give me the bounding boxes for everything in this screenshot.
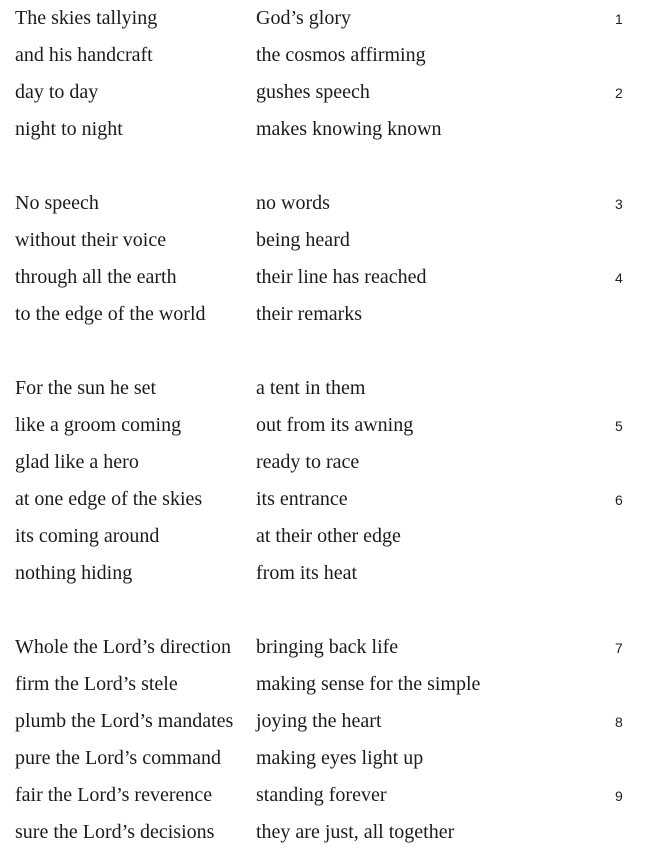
verset-left-text: through all the earth: [15, 266, 177, 288]
verset-left-text: For the sun he set: [15, 377, 157, 399]
poem-line: [15, 259, 664, 296]
verset-left-text: No speech: [15, 192, 99, 214]
poem-line: [15, 814, 664, 851]
poem-line: [15, 222, 664, 259]
poem-line: [15, 74, 664, 111]
verse-number: 9: [615, 788, 623, 804]
verset-right-text: making sense for the simple: [256, 673, 481, 695]
verset-right-text: joying the heart: [256, 710, 382, 732]
verset-right-text: makes knowing known: [256, 118, 442, 140]
verse-number: 7: [615, 640, 623, 656]
poem-line: [15, 111, 664, 148]
verset-left-text: nothing hiding: [15, 562, 133, 584]
verset-right-text: God’s glory: [256, 7, 351, 29]
verset-right-text: bringing back life: [256, 636, 399, 658]
poem-line: [15, 444, 664, 481]
verse-number: 1: [615, 11, 623, 27]
stanza: [15, 629, 664, 851]
verset-left-text: at one edge of the skies: [15, 488, 203, 510]
verset-right-text: being heard: [256, 229, 350, 251]
verse-number: 8: [615, 714, 623, 730]
verse-number: 2: [615, 85, 623, 101]
stanza-container: [15, 0, 664, 851]
poem-line: [15, 407, 664, 444]
verset-left-text: without their voice: [15, 229, 167, 251]
poem-line: [15, 0, 664, 37]
verset-right-text: standing forever: [256, 784, 387, 806]
poem-line: [15, 481, 664, 518]
verset-right-text: they are just, all together: [256, 821, 455, 843]
stanza: [15, 370, 664, 592]
verset-right-text: ready to race: [256, 451, 360, 473]
verset-left-text: to the edge of the world: [15, 303, 206, 325]
stanza: [15, 185, 664, 333]
verset-right-text: their line has reached: [256, 266, 427, 288]
verset-left-text: plumb the Lord’s mandates: [15, 710, 234, 732]
verset-left-text: Whole the Lord’s direction: [15, 636, 232, 658]
verse-number: 5: [615, 418, 623, 434]
verse-number: 6: [615, 492, 623, 508]
stanza: [15, 0, 664, 148]
poem-line: [15, 518, 664, 555]
poem-line: [15, 370, 664, 407]
poem-line: [15, 703, 664, 740]
verset-right-text: a tent in them: [256, 377, 366, 399]
verset-left-text: day to day: [15, 81, 99, 103]
verset-left-text: The skies tallying: [15, 7, 158, 29]
verset-left-text: its coming around: [15, 525, 160, 547]
verset-right-text: no words: [256, 192, 330, 214]
poem-line: [15, 629, 664, 666]
verset-right-text: gushes speech: [256, 81, 370, 103]
poem-line: [15, 666, 664, 703]
verse-number: 3: [615, 196, 623, 212]
poem-line: [15, 296, 664, 333]
verset-left-text: like a groom coming: [15, 414, 182, 436]
verset-left-text: pure the Lord’s command: [15, 747, 222, 769]
poem-line: [15, 37, 664, 74]
verset-right-text: its entrance: [256, 488, 348, 510]
verset-left-text: night to night: [15, 118, 123, 140]
poem-line: [15, 777, 664, 814]
poem-line: [15, 555, 664, 592]
verset-right-text: from its heat: [256, 562, 358, 584]
verset-left-text: fair the Lord’s reverence: [15, 784, 213, 806]
verset-left-text: firm the Lord’s stele: [15, 673, 178, 695]
poem-line: [15, 185, 664, 222]
verset-left-text: and his handcraft: [15, 44, 153, 66]
verse-number: 4: [615, 270, 623, 286]
verset-right-text: their remarks: [256, 303, 363, 325]
verset-right-text: the cosmos affirming: [256, 44, 426, 66]
verset-left-text: glad like a hero: [15, 451, 139, 473]
verset-right-text: out from its awning: [256, 414, 414, 436]
verset-left-text: sure the Lord’s decisions: [15, 821, 215, 843]
verset-right-text: at their other edge: [256, 525, 401, 547]
poem-line: [15, 740, 664, 777]
verset-right-text: making eyes light up: [256, 747, 424, 769]
